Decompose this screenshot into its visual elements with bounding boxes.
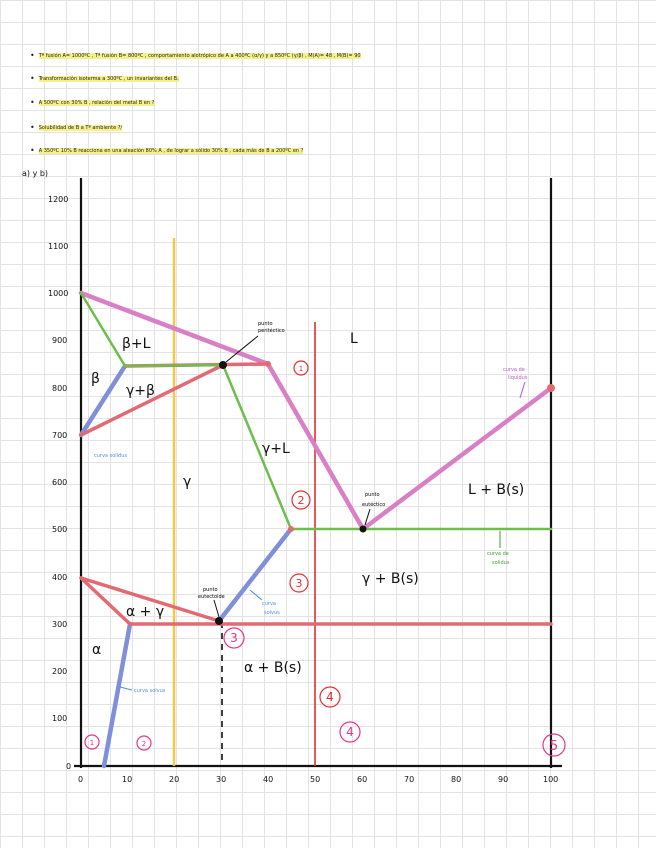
marker-3: 3 — [295, 577, 303, 590]
note-line-2: • Transformación isoterma a 300ºC , un invariantes del B. — [30, 74, 179, 83]
x-tick: 70 — [404, 775, 415, 784]
solidus-line — [125, 365, 223, 366]
y-tick: 1000 — [48, 289, 69, 298]
liquidus-arrow — [520, 382, 525, 398]
section-label: a) y b) — [22, 169, 49, 178]
eutectic-label: eutéctico — [362, 502, 386, 508]
eutectoid-label: punto — [203, 587, 218, 593]
liquidus-end-point — [547, 384, 555, 392]
region-gamma-beta: γ+β — [126, 383, 155, 399]
solvus-alpha-annotation — [120, 687, 166, 694]
region-gamma-Bs: γ + B(s) — [362, 571, 419, 587]
solvus-alpha-label: curva solvus — [134, 688, 166, 694]
y-tick: 700 — [52, 431, 68, 440]
note-text-2: Transformación isoterma a 300ºC , un invariantes del B. — [38, 76, 179, 82]
axes — [74, 178, 562, 768]
note-text-5: A 350ºC 10% B reacciona en una aleación 80% A , de lograr a sólido 30% B , cada más de B a 200ºC en ? — [38, 148, 304, 154]
y-tick: 300 — [52, 620, 68, 629]
region-gamma: γ — [183, 474, 192, 490]
solidus-label: solidus — [492, 560, 510, 566]
x-ticks — [78, 775, 558, 784]
note-line-5: • A 350ºC 10% B reacciona en una aleación 80% A , de lograr a sólido 30% B , cada más de B a 200ºC en ? — [30, 146, 304, 155]
solvus-alpha-arrow — [120, 687, 132, 690]
region-alpha: α — [92, 642, 102, 658]
liquidus-line — [363, 388, 551, 529]
x-tick: 60 — [357, 775, 368, 784]
marker-1b: 1 — [89, 739, 95, 747]
solvus-label-left: curva solidus — [94, 453, 127, 459]
note-text-3: A 500ºC con 30% B , relación del metal B en ? — [38, 100, 155, 106]
solidus-annotation — [487, 531, 510, 566]
solidus-label: curva de — [487, 551, 509, 557]
region-beta-L: β+L — [122, 336, 151, 352]
marker-2: 2 — [297, 494, 305, 507]
x-tick: 100 — [543, 775, 559, 784]
region-L: L — [350, 331, 358, 347]
x-tick: 80 — [451, 775, 462, 784]
x-tick: 30 — [216, 775, 227, 784]
marker-4b: 4 — [346, 725, 354, 739]
eutectic-label: punto — [365, 492, 380, 498]
solvus-label: curva — [262, 601, 276, 607]
y-tick: 800 — [52, 384, 68, 393]
eutectoid-annotation — [198, 587, 225, 617]
note-text-1: Tª fusión A= 1000ºC , Tª fusión B= 800ºC , comportamiento alotrópico de A a 400ºC (α/γ) y a 850ºC (γ/β) , M(A)= 48 , M(B)= 90 — [38, 53, 361, 59]
liquidus-label: curva de — [503, 367, 525, 373]
note-line-3: • A 500ºC con 30% B , relación del metal B en ? — [30, 98, 155, 107]
peritectic-label: punto — [258, 321, 273, 327]
marker-5: 5 — [549, 739, 559, 754]
x-tick: 10 — [122, 775, 133, 784]
solidus-point — [288, 526, 294, 532]
region-L-Bs: L + B(s) — [468, 482, 525, 498]
region-alpha-Bs: α + B(s) — [244, 660, 302, 676]
x-tick: 20 — [169, 775, 180, 784]
note-text-4: Solubilidad de B a Tª ambiente ?/ — [38, 125, 123, 131]
marker-2b: 2 — [141, 740, 147, 748]
marker-3b: 3 — [230, 631, 238, 645]
peritectic-annotation — [226, 321, 285, 362]
y-tick: 100 — [52, 714, 68, 723]
solvus-arrow — [250, 590, 262, 600]
peritectic-label: peritéctico — [258, 328, 285, 334]
y-tick: 400 — [52, 573, 68, 582]
marker-1: 1 — [298, 365, 304, 373]
liquidus-label: liquidus — [508, 375, 528, 381]
solvus-annotation — [250, 590, 280, 616]
solvus-line — [104, 624, 130, 766]
y-tick: 500 — [52, 525, 68, 534]
region-alpha-gamma: α + γ — [126, 604, 165, 620]
y-tick: 900 — [52, 336, 68, 345]
liquidus-annotation — [503, 367, 528, 398]
eutectoid-point — [215, 617, 223, 625]
solvus-label: solvus — [264, 610, 280, 616]
y-tick: 1100 — [48, 242, 69, 251]
note-line-1: • Tª fusión A= 1000ºC , Tª fusión B= 800ºC , comportamiento alotrópico de A a 400ºC (α/γ) y a 850ºC (γ/β) , M(A)= 48 , M(B)= 90 — [30, 51, 361, 60]
y-tick: 0 — [66, 762, 72, 771]
solvus-line — [219, 529, 291, 621]
eutectic-point — [360, 526, 367, 533]
y-ticks — [48, 195, 71, 771]
y-tick: 1200 — [48, 195, 69, 204]
y-tick: 200 — [52, 667, 68, 676]
region-beta: β — [91, 371, 100, 387]
x-tick: 50 — [310, 775, 321, 784]
eutectoid-arrow — [214, 600, 219, 617]
y-tick: 600 — [52, 478, 68, 487]
region-gamma-L: γ+L — [262, 441, 290, 457]
x-tick: 0 — [78, 775, 84, 784]
x-tick: 90 — [498, 775, 509, 784]
note-line-4: • Solubilidad de B a Tª ambiente ?/ — [30, 123, 123, 132]
solvus-curves — [81, 366, 291, 766]
eutectoid-label: eutectoide — [198, 594, 225, 600]
liquidus-point — [265, 361, 271, 367]
marker-4: 4 — [326, 690, 334, 704]
x-tick: 40 — [263, 775, 274, 784]
peritectic-point — [219, 361, 227, 369]
solidus-line — [81, 293, 125, 366]
